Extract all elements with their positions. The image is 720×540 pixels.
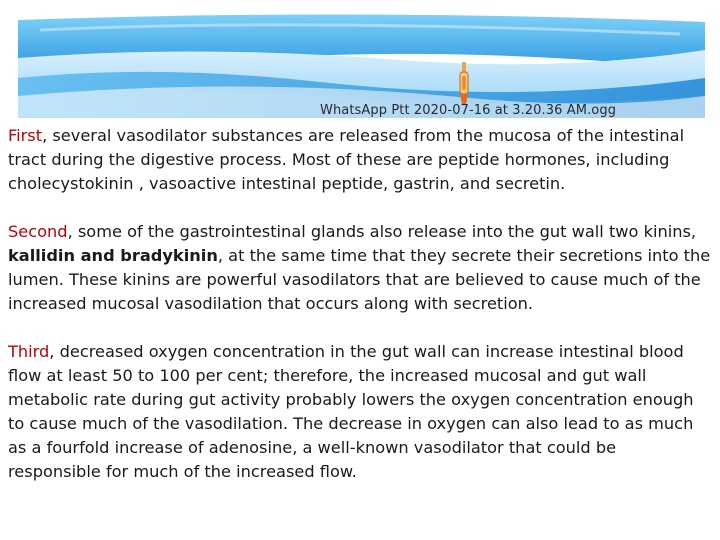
paragraph-second-text-before: , some of the gastrointestinal glands also release into the gut wall two kinins,	[67, 222, 697, 241]
paragraph-first-text: , several vasodilator substances are released from the mucosa of the intestinal tract during the digestive process. Most of these are peptide hormones, including cholecystokinin , vasoactive intestinal peptide, gastrin, and secretin.	[8, 126, 685, 193]
kinins-emphasis: kallidin and bradykinin	[8, 246, 218, 265]
paragraph-second-text-after: , at the same time that they secrete their secretions into the lumen. These kinins are powerful vasodilators that are believed to cause much of the increased mucosal vasodilation that occurs along with secretion.	[8, 246, 711, 313]
paragraph-third	[8, 340, 712, 484]
paragraph-second	[8, 220, 712, 316]
header-banner	[0, 0, 720, 122]
lead-word-second: Second	[8, 222, 68, 241]
document-body	[8, 124, 712, 508]
lead-word-third: Third	[8, 342, 50, 361]
audio-filename-label[interactable]: WhatsApp Ptt 2020-07-16 at 3.20.36 AM.ogg	[320, 103, 617, 118]
paragraph-first	[8, 124, 712, 196]
paragraph-third-text: , decreased oxygen concentration in the gut wall can increase intestinal blood flow at least 50 to 100 per cent; therefore, the increased mucosal and gut wall metabolic rate during gut activity probably lowers the oxygen concentration enough to cause much of the vasodilation. The decrease in oxygen can also lead to as much as a fourfold increase of adenosine, a well-known vasodilator that could be responsible for much of the increased flow.	[8, 342, 694, 481]
lead-word-first: First	[8, 126, 43, 145]
audio-speaker-icon[interactable]	[456, 62, 472, 106]
